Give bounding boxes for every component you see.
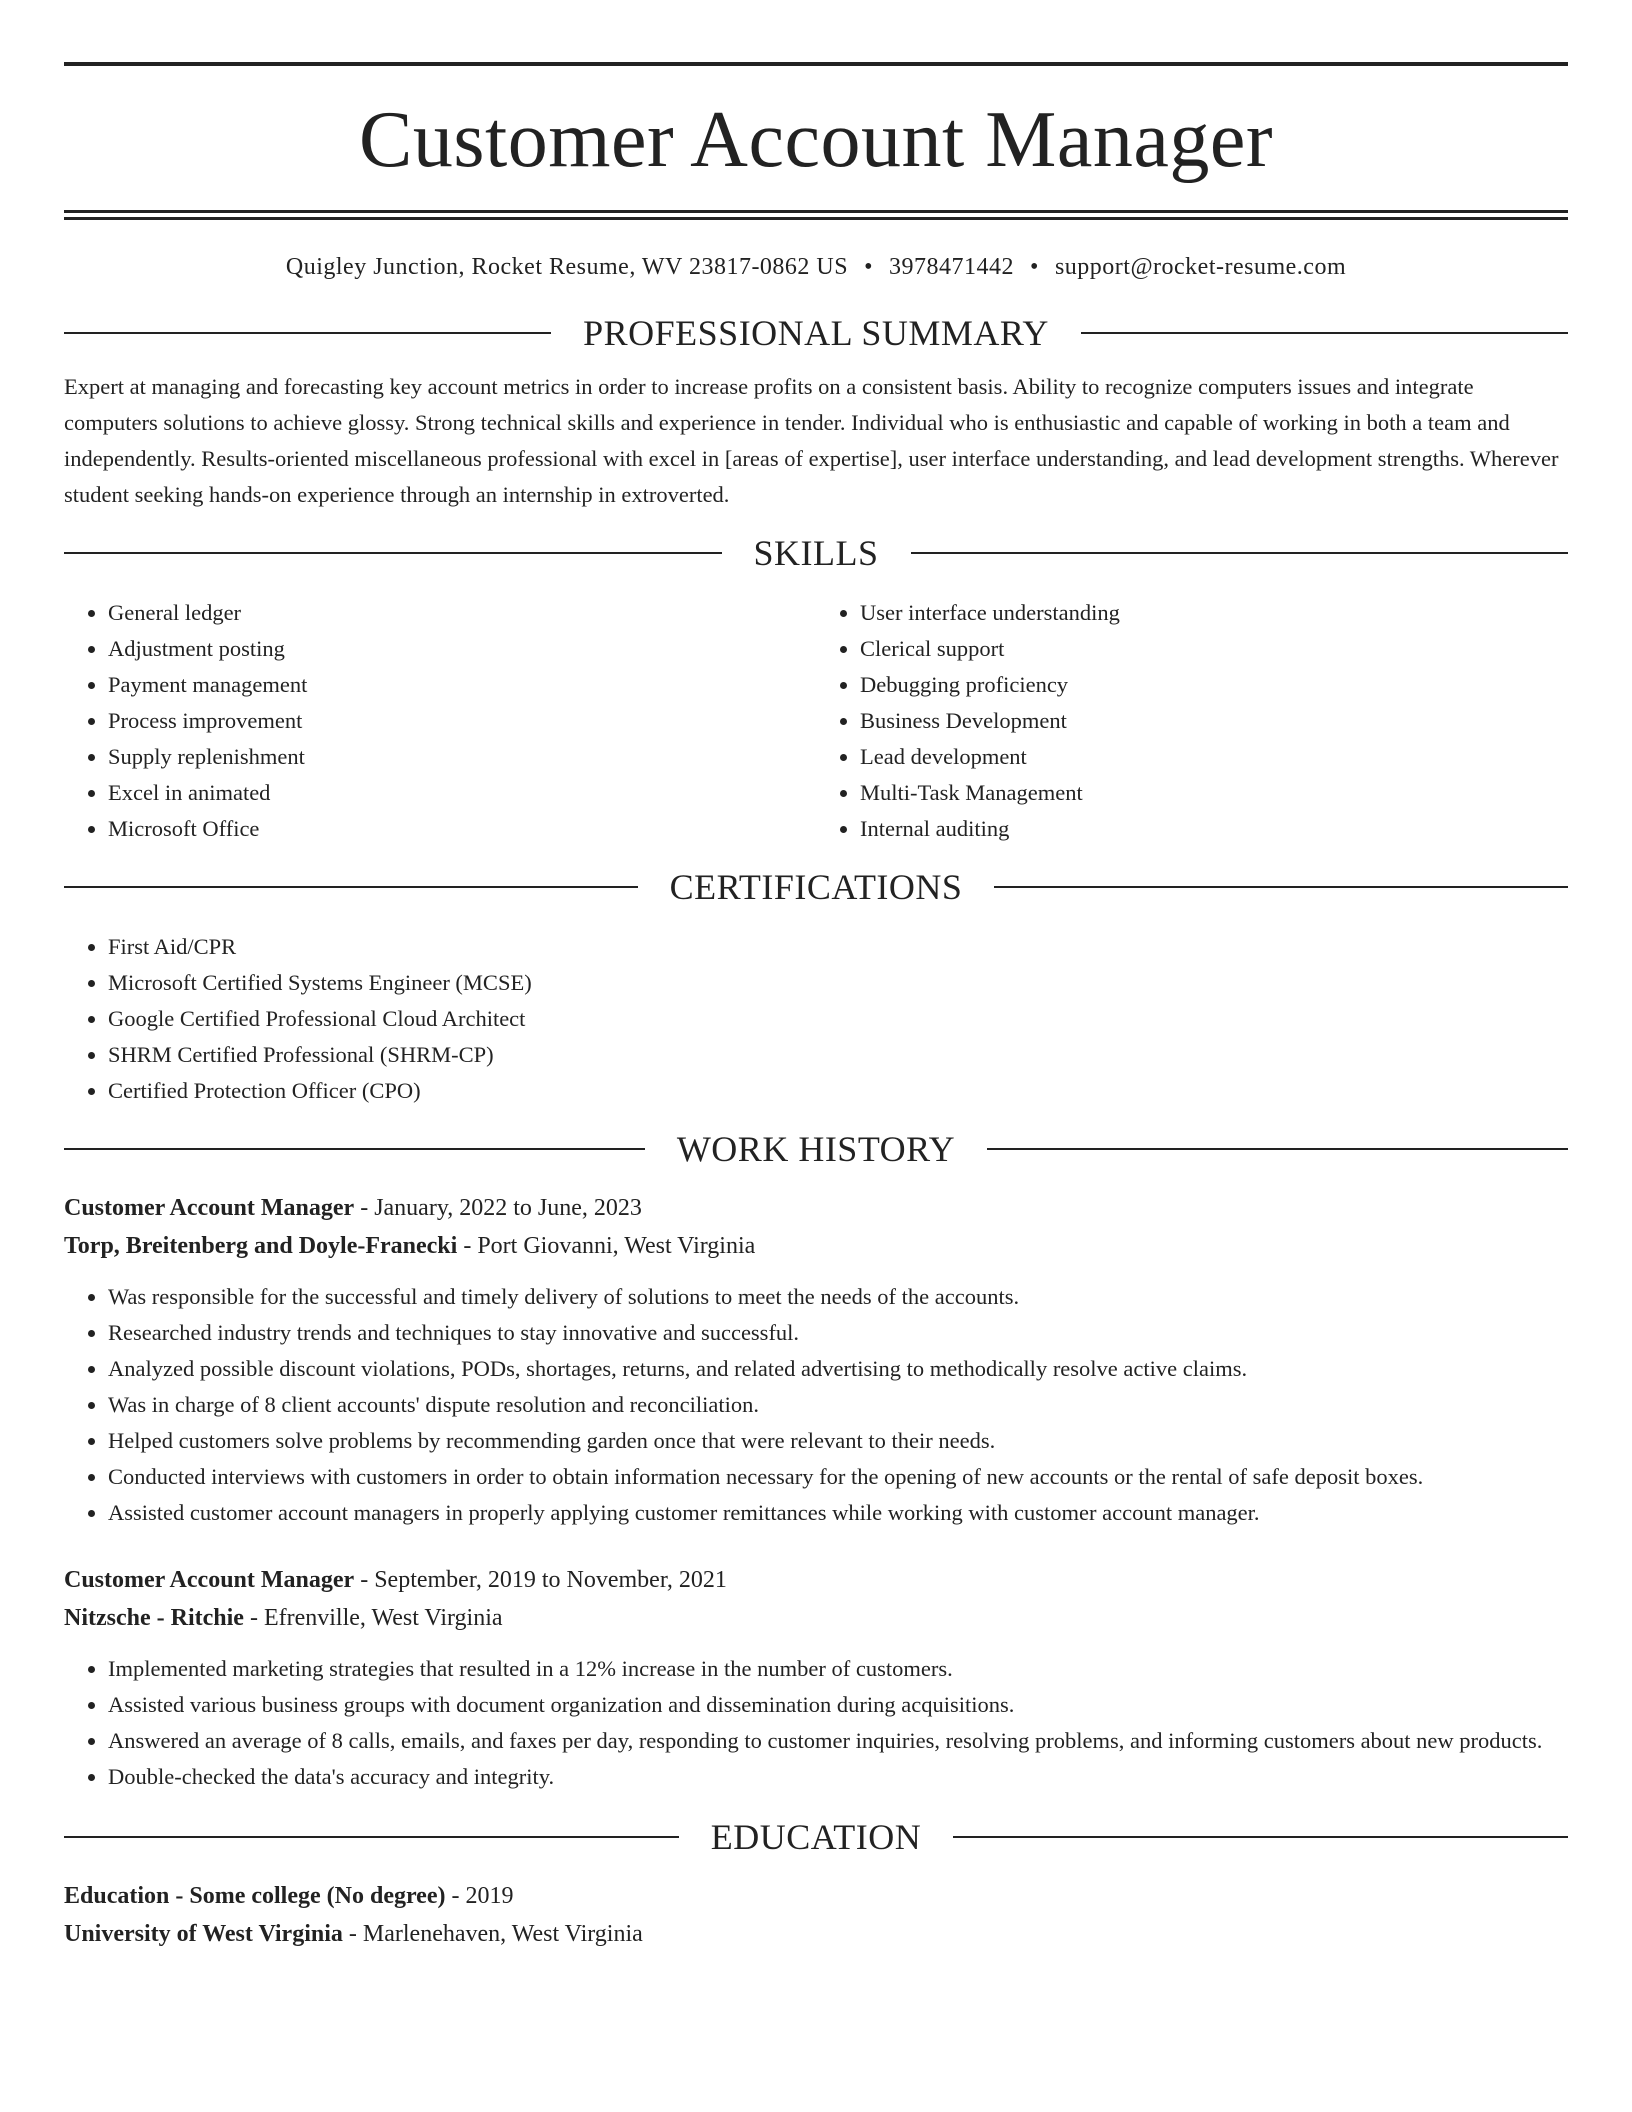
contact-address: Quigley Junction, Rocket Resume, WV 23817-0862 US [285, 254, 849, 280]
dash-separator: - [354, 1567, 375, 1593]
skill-item: • Debugging proficiency [860, 667, 1568, 703]
section-heading-label: EDUCATION [710, 1817, 922, 1857]
skill-item: • Clerical support [860, 631, 1568, 667]
skill-item: • General ledger [108, 595, 816, 631]
skills-column-left [64, 595, 816, 847]
job-company: Torp, Breitenberg and Doyle-Franecki [64, 1233, 458, 1259]
section-heading-skills [64, 535, 1568, 571]
job-title-line [64, 1189, 1568, 1227]
heading-rule [64, 886, 638, 888]
dash-separator: - [354, 1195, 375, 1221]
job-bullet: • Was in charge of 8 client accounts' dispute resolution and reconciliation. [108, 1387, 1568, 1423]
job-bullet: • Double-checked the data's accuracy and integrity. [108, 1759, 1568, 1795]
title-double-rule [64, 210, 1568, 220]
skill-item: • Microsoft Office [108, 811, 816, 847]
skills-list [64, 595, 1568, 847]
education-degree-line [64, 1877, 1568, 1915]
skills-column-right [816, 595, 1568, 847]
skill-item: • Lead development [860, 739, 1568, 775]
page-title: Customer Account Manager [359, 96, 1273, 184]
job-bullet: • Analyzed possible discount violations, PODs, shortages, returns, and related advertising to methodically resolve active claims. [108, 1351, 1568, 1387]
job-bullets [64, 1651, 1568, 1795]
summary-text: Expert at managing and forecasting key account metrics in order to increase profits on a consistent basis. Ability to recognize computers issues and integrate computers solutions to achieve glossy. Strong technical skills and experience in tender. Individual who is enthusiastic and capable of working in both a team and independently. Results-oriented miscellaneous professional with excel in [areas of expertise], user interface understanding, and lead development strengths. Wherever student seeking hands-on experience through an internship in extroverted. [64, 374, 1559, 507]
heading-rule [911, 552, 1569, 554]
job-bullet: • Answered an average of 8 calls, emails, and faxes per day, responding to customer inquiries, resolving problems, and informing customers about new products. [108, 1723, 1568, 1759]
heading-rule [64, 1836, 679, 1838]
job-bullet: • Implemented marketing strategies that resulted in a 12% increase in the number of customers. [108, 1651, 1568, 1687]
heading-rule [994, 886, 1568, 888]
skill-item: • Supply replenishment [108, 739, 816, 775]
job-company: Nitzsche - Ritchie [64, 1605, 244, 1631]
dash-separator: - [243, 1605, 264, 1631]
job-company-line [64, 1227, 1568, 1265]
skill-item: • Multi-Task Management [860, 775, 1568, 811]
top-rule [64, 62, 1568, 66]
section-heading-label: SKILLS [753, 533, 879, 573]
job-company-line [64, 1599, 1568, 1637]
job-bullets [64, 1279, 1568, 1531]
job-bullet: • Researched industry trends and techniques to stay innovative and successful. [108, 1315, 1568, 1351]
skill-item: • Adjustment posting [108, 631, 816, 667]
education-entry [64, 1877, 1568, 1953]
contact-separator: • [864, 254, 874, 280]
heading-rule [953, 1836, 1568, 1838]
education-school: University of West Virginia [64, 1921, 343, 1947]
skill-item: • Internal auditing [860, 811, 1568, 847]
job-title-line [64, 1561, 1568, 1599]
section-heading-education [64, 1819, 1568, 1855]
job-dates: September, 2019 to November, 2021 [374, 1567, 727, 1593]
job-location: Port Giovanni, West Virginia [477, 1233, 756, 1259]
section-heading-label: PROFESSIONAL SUMMARY [583, 313, 1049, 353]
skill-item: • Process improvement [108, 703, 816, 739]
job-title: Customer Account Manager [64, 1567, 355, 1593]
job-bullet: • Helped customers solve problems by recommending garden once that were relevant to their needs. [108, 1423, 1568, 1459]
heading-rule [64, 1148, 645, 1150]
certifications-list [64, 929, 1568, 1109]
education-degree: Education - Some college (No degree) [64, 1883, 446, 1909]
certification-item: • SHRM Certified Professional (SHRM-CP) [108, 1037, 1568, 1073]
job-title: Customer Account Manager [64, 1195, 355, 1221]
job-location: Efrenville, West Virginia [263, 1605, 503, 1631]
education-year: 2019 [465, 1883, 514, 1909]
job-entry [64, 1189, 1568, 1531]
section-heading-work-history [64, 1131, 1568, 1167]
section-heading-label: WORK HISTORY [676, 1129, 956, 1169]
certification-item: • First Aid/CPR [108, 929, 1568, 965]
dash-separator: - [457, 1233, 478, 1259]
dash-separator: - [342, 1921, 363, 1947]
job-bullet: • Assisted various business groups with document organization and dissemination during acquisitions. [108, 1687, 1568, 1723]
heading-rule [987, 1148, 1568, 1150]
contact-line [64, 254, 1568, 281]
section-heading-label: CERTIFICATIONS [669, 867, 963, 907]
heading-rule [64, 552, 722, 554]
contact-email: support@rocket-resume.com [1054, 254, 1347, 280]
job-entry [64, 1561, 1568, 1795]
section-heading-summary [64, 315, 1568, 351]
dash-separator: - [445, 1883, 466, 1909]
job-bullet: • Was responsible for the successful and timely delivery of solutions to meet the needs of the accounts. [108, 1279, 1568, 1315]
certification-item: • Certified Protection Officer (CPO) [108, 1073, 1568, 1109]
education-location: Marlenehaven, West Virginia [362, 1921, 643, 1947]
contact-phone: 3978471442 [889, 254, 1015, 280]
job-bullet: • Conducted interviews with customers in order to obtain information necessary for the opening of new accounts or the rental of safe deposit boxes. [108, 1459, 1568, 1495]
job-dates: January, 2022 to June, 2023 [374, 1195, 642, 1221]
certification-item: • Google Certified Professional Cloud Architect [108, 1001, 1568, 1037]
skill-item: • Business Development [860, 703, 1568, 739]
job-bullet: • Assisted customer account managers in properly applying customer remittances while working with customer account manager. [108, 1495, 1568, 1531]
section-heading-certifications [64, 869, 1568, 905]
skill-item: • Payment management [108, 667, 816, 703]
heading-rule [64, 332, 551, 334]
skill-item: • Excel in animated [108, 775, 816, 811]
skill-item: • User interface understanding [860, 595, 1568, 631]
contact-separator: • [1030, 254, 1039, 280]
heading-rule [1081, 332, 1568, 334]
education-school-line [64, 1915, 1568, 1953]
certification-item: • Microsoft Certified Systems Engineer (MCSE) [108, 965, 1568, 1001]
